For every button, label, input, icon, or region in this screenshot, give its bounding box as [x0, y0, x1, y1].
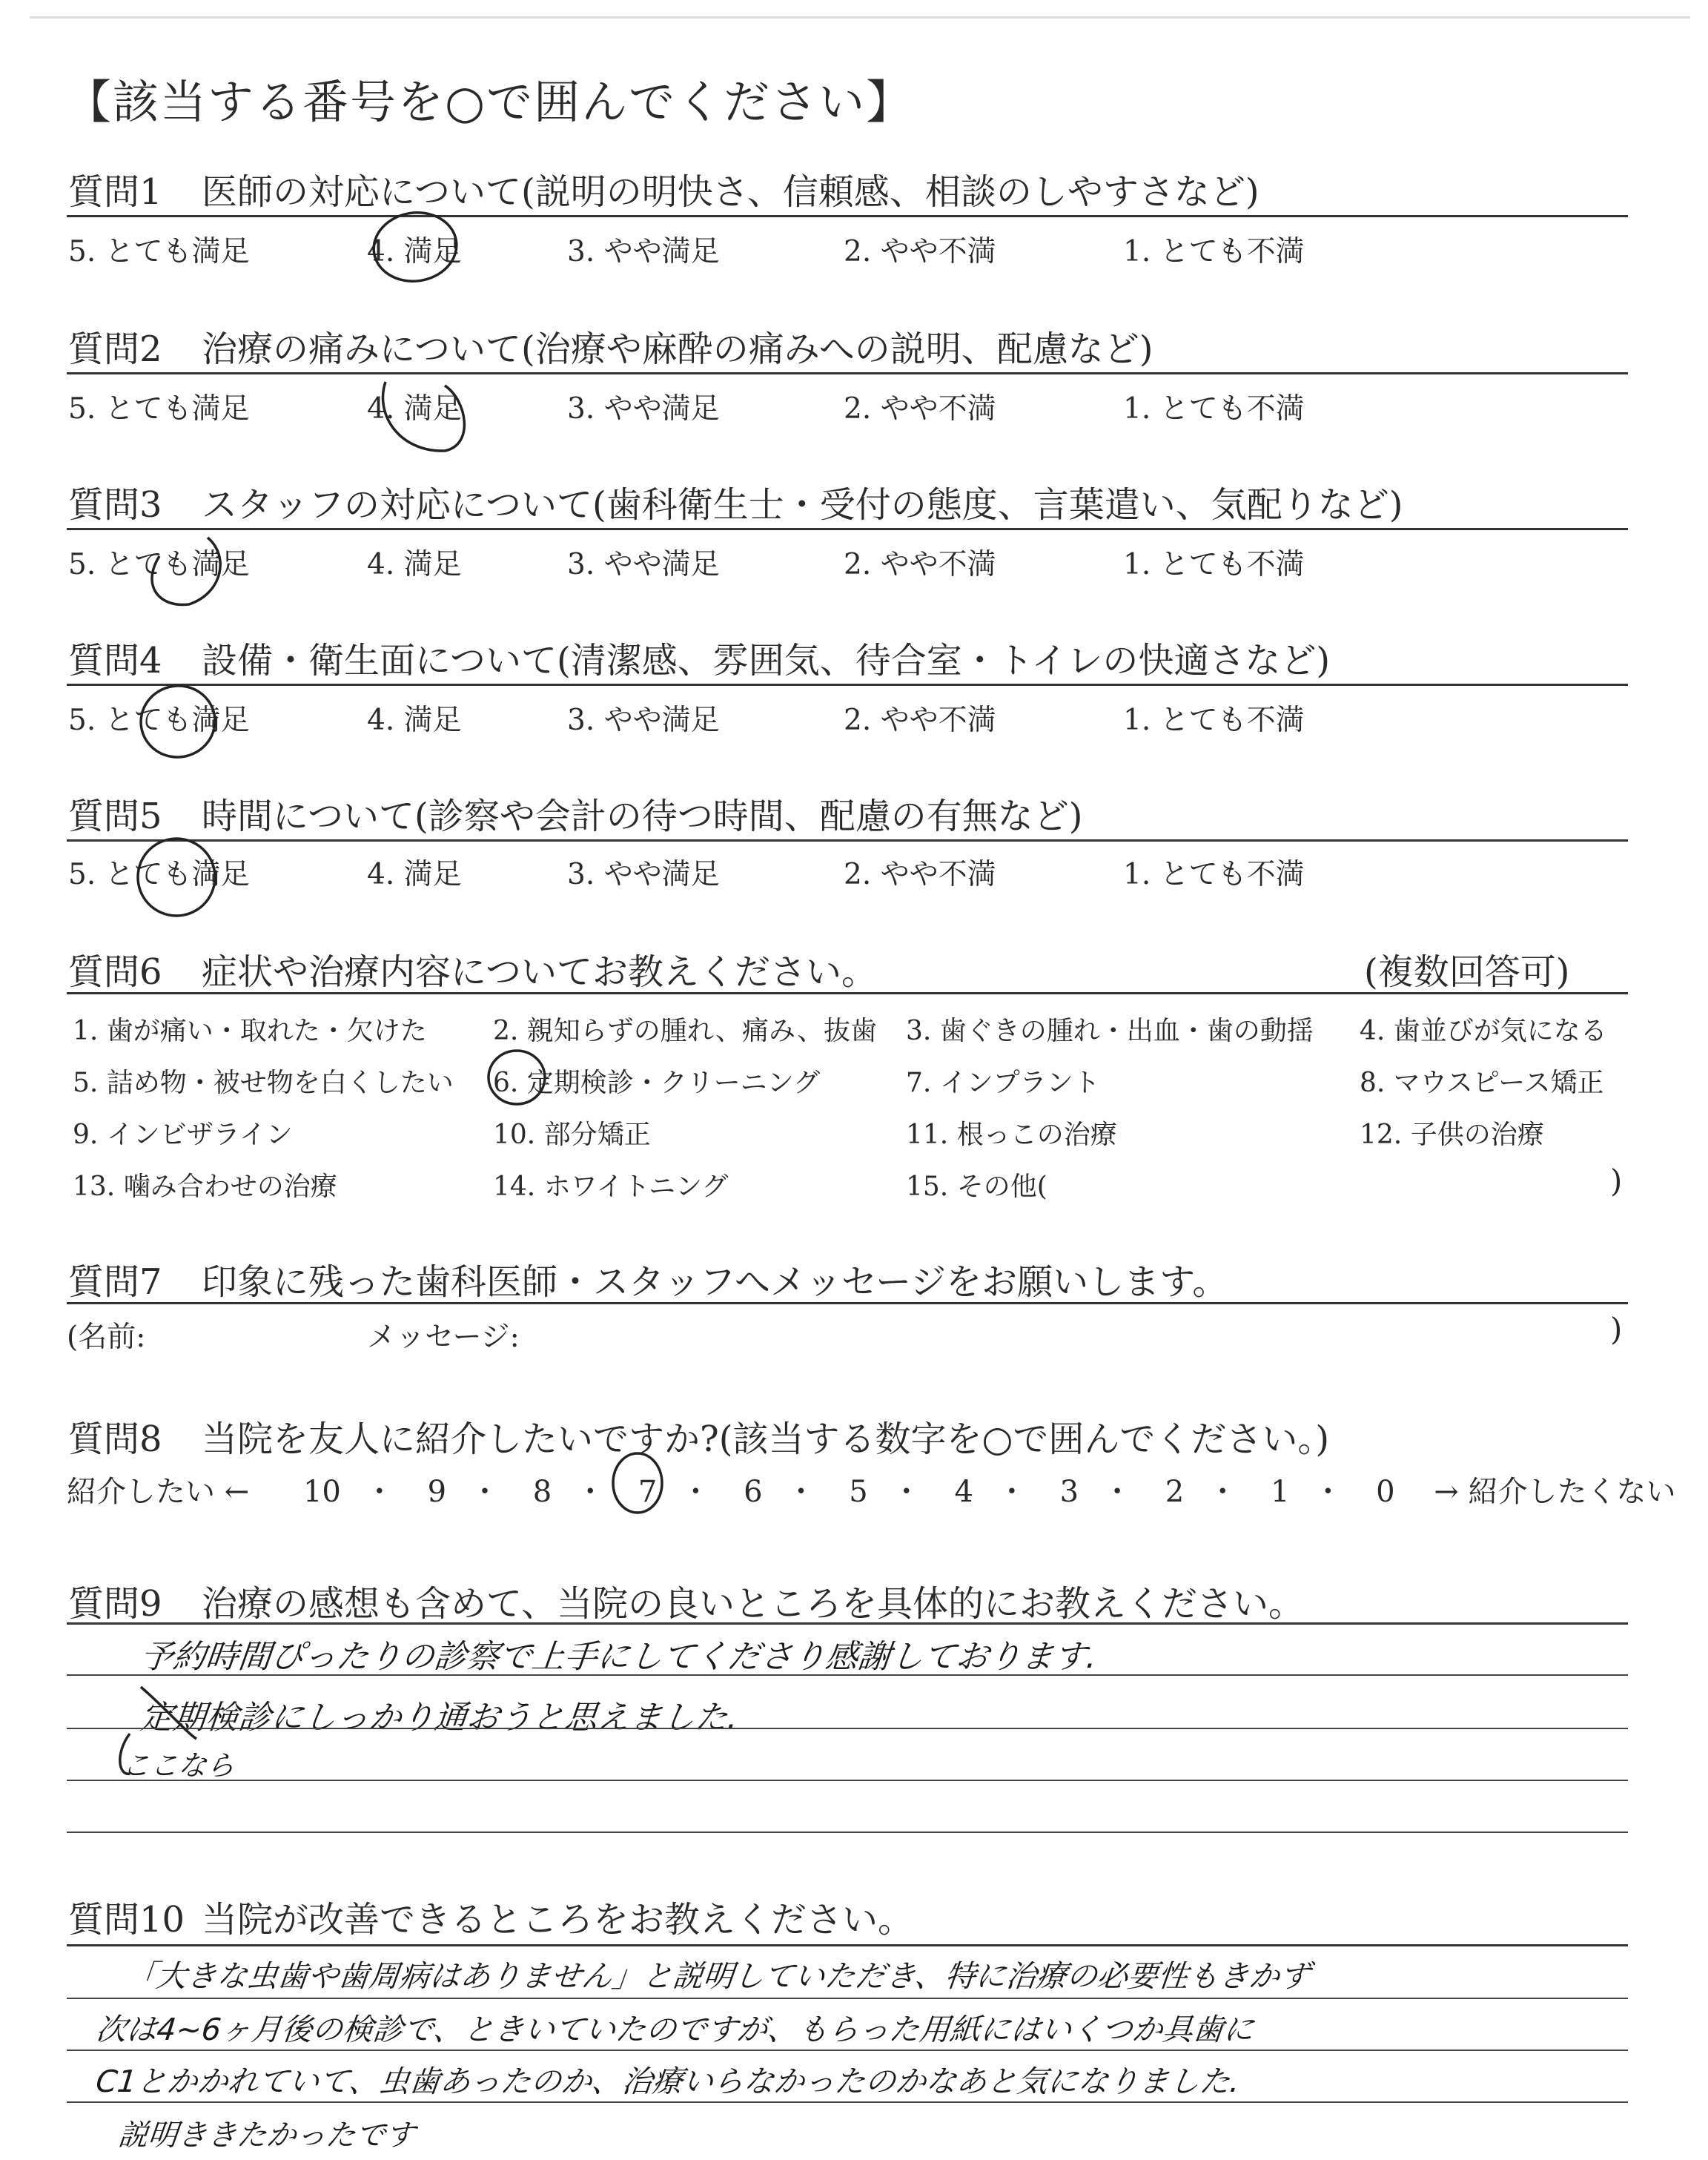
q4-option-4[interactable]: 4. 満足: [367, 704, 462, 737]
question-divider: [67, 839, 1628, 842]
writing-line: [67, 1674, 1628, 1676]
q6-option-6[interactable]: 6. 定期検診・クリーニング: [493, 1068, 821, 1098]
q3-option-5[interactable]: 5. とても満足: [68, 548, 250, 581]
recommend-scale: 紹介したい ← 10 ・ 9 ・ 8 ・ 7 ・ 6 ・ 5 ・ 4 ・ 3 ・ 2 ・ 1 ・ 0 → 紹介したくない: [67, 1468, 1676, 1510]
q5-option-2[interactable]: 2. やや不満: [844, 858, 996, 891]
question-divider: [67, 528, 1628, 530]
scale-value-8[interactable]: 8: [532, 1475, 552, 1509]
q4-option-2[interactable]: 2. やや不満: [844, 704, 996, 737]
question-text: 医師の対応について(説明の明快さ、信頼感、相談のしやすさなど): [202, 171, 1260, 213]
question-divider: [67, 684, 1628, 686]
question-number: 質問10: [68, 1899, 185, 1941]
question-text: 治療の痛みについて(治療や麻酔の痛みへの説明、配慮など): [202, 328, 1153, 370]
question-number: 質問7: [68, 1261, 162, 1303]
question-1-title: [68, 163, 1260, 214]
question-number: 質問8: [68, 1418, 162, 1460]
question-10-title: [68, 1891, 913, 1942]
question-number: 質問6: [68, 951, 162, 993]
q3-option-1[interactable]: 1. とても不満: [1123, 548, 1305, 581]
q6-option-14[interactable]: 14. ホワイトニング: [493, 1172, 729, 1202]
q6-option-15[interactable]: 15. その他(: [906, 1172, 1047, 1202]
question-6-title: [68, 943, 877, 994]
q5-option-3[interactable]: 3. やや満足: [567, 858, 720, 891]
question-2-title: [68, 320, 1153, 371]
multiple-answer-note: (複数回答可): [1364, 951, 1570, 993]
q3-option-3[interactable]: 3. やや満足: [567, 548, 720, 581]
question-divider: [67, 1302, 1628, 1304]
question-7-title: [68, 1253, 1228, 1304]
question-text: 当院が改善できるところをお教えください。: [202, 1899, 914, 1941]
top-border: [30, 16, 1690, 19]
question-number: 質問4: [68, 640, 162, 681]
q4-option-5[interactable]: 5. とても満足: [68, 704, 250, 737]
q7-close-paren: ): [1610, 1311, 1623, 1347]
writing-line: [67, 1780, 1628, 1781]
scale-value-0[interactable]: 0: [1376, 1475, 1395, 1509]
question-number: 質問5: [68, 796, 162, 837]
scale-right-label: → 紹介したくない: [1434, 1475, 1676, 1509]
writing-line: [67, 2101, 1628, 2103]
q6-option-12[interactable]: 12. 子供の治療: [1360, 1120, 1544, 1150]
q5-option-4[interactable]: 4. 満足: [367, 858, 462, 891]
scale-value-10[interactable]: 10: [302, 1475, 341, 1509]
scale-value-1[interactable]: 1: [1270, 1475, 1290, 1509]
q6-option-1[interactable]: 1. 歯が痛い・取れた・欠けた: [73, 1016, 427, 1046]
scale-value-9[interactable]: 9: [427, 1475, 447, 1509]
question-text: 印象に残った歯科医師・スタッフへメッセージをお願いします。: [202, 1261, 1228, 1303]
q3-option-4[interactable]: 4. 満足: [367, 548, 462, 581]
question-5-title: [68, 787, 1083, 839]
q5-option-5[interactable]: 5. とても満足: [68, 858, 250, 891]
question-text: 当院を友人に紹介したいですか?(該当する数字を○で囲んでください。): [202, 1418, 1330, 1460]
question-divider: [67, 215, 1628, 217]
q2-option-1[interactable]: 1. とても不満: [1123, 392, 1305, 426]
question-number: 質問1: [68, 171, 162, 213]
scale-value-2[interactable]: 2: [1165, 1475, 1185, 1509]
q6-option-2[interactable]: 2. 親知らずの腫れ、痛み、抜歯: [493, 1016, 878, 1046]
q2-option-3[interactable]: 3. やや満足: [567, 392, 720, 426]
q1-option-1[interactable]: 1. とても不満: [1123, 235, 1305, 268]
scale-value-4[interactable]: 4: [954, 1475, 973, 1509]
question-text: スタッフの対応について(歯科衛生士・受付の態度、言葉遣い、気配りなど): [202, 484, 1403, 526]
q5-option-1[interactable]: 1. とても不満: [1123, 858, 1305, 891]
q2-option-4[interactable]: 4. 満足: [367, 392, 462, 426]
q6-option-8[interactable]: 8. マウスピース矯正: [1360, 1068, 1604, 1098]
scale-left-label: 紹介したい ←: [67, 1475, 250, 1509]
q9-answer-line-1: 予約時間ぴったりの診察で上手にしてくださり感謝しております.: [138, 1638, 1099, 1676]
q4-option-1[interactable]: 1. とても不満: [1123, 704, 1305, 737]
q1-option-5[interactable]: 5. とても満足: [68, 235, 250, 268]
question-text: 症状や治療内容についてお教えください。: [202, 951, 878, 993]
page-header: 【該当する番号を○で囲んでください】: [65, 75, 914, 129]
q1-option-4[interactable]: 4. 満足: [367, 235, 462, 268]
scale-value-5[interactable]: 5: [849, 1475, 868, 1509]
q6-option-3[interactable]: 3. 歯ぐきの腫れ・出血・歯の動揺: [906, 1016, 1314, 1046]
question-number: 質問9: [68, 1583, 162, 1625]
message-label: メッセージ:: [367, 1321, 520, 1354]
writing-line: [67, 1998, 1628, 1999]
question-text: 設備・衛生面について(清潔感、雰囲気、待合室・トイレの快適さなど): [202, 640, 1331, 681]
question-number: 質問3: [68, 484, 162, 526]
q3-option-2[interactable]: 2. やや不満: [844, 548, 996, 581]
q6-option-10[interactable]: 10. 部分矯正: [493, 1120, 651, 1150]
q10-answer-line-3: C1とかかれていて、虫歯あったのか、治療いらなかったのかなあと気になりました.: [94, 2064, 1242, 2099]
writing-line: [67, 2050, 1628, 2051]
q6-option-7[interactable]: 7. インプラント: [906, 1068, 1100, 1098]
question-number: 質問2: [68, 328, 162, 370]
scale-value-3[interactable]: 3: [1059, 1475, 1079, 1509]
q9-answer-line-2: 定期検診にしっかり通おうと思えました.: [138, 1699, 741, 1737]
q1-option-2[interactable]: 2. やや不満: [844, 235, 996, 268]
question-divider: [67, 992, 1628, 994]
question-4-title: [68, 632, 1330, 683]
staff-name-label: (名前:: [67, 1321, 146, 1354]
question-3-title: [68, 476, 1403, 527]
question-divider: [67, 372, 1628, 374]
q1-option-3[interactable]: 3. やや満足: [567, 235, 720, 268]
scale-value-6[interactable]: 6: [744, 1475, 763, 1509]
scale-value-7[interactable]: 7: [638, 1475, 658, 1509]
q2-option-2[interactable]: 2. やや不満: [844, 392, 996, 426]
q2-option-5[interactable]: 5. とても満足: [68, 392, 250, 426]
q10-answer-line-4: 説明ききたかったです: [116, 2118, 417, 2153]
question-9-title: [68, 1575, 1304, 1626]
q6-option-11[interactable]: 11. 根っこの治療: [906, 1120, 1117, 1150]
q6-option-13[interactable]: 13. 噛み合わせの治療: [73, 1172, 337, 1202]
q6-option-4[interactable]: 4. 歯並びが気になる: [1360, 1016, 1607, 1046]
question-divider: [67, 1622, 1628, 1625]
question-divider: [67, 1944, 1628, 1946]
q10-answer-line-1: 「大きな虫歯や歯周病はありません」と説明していただき、特に治療の必要性もきかず: [124, 1958, 1312, 1994]
question-text: 治療の感想も含めて、当院の良いところを具体的にお教えください。: [202, 1583, 1305, 1625]
q9-answer-line-3: ここなら: [120, 1749, 236, 1782]
q4-option-3[interactable]: 3. やや満足: [567, 704, 720, 737]
q6-other-close-paren: ): [1610, 1163, 1623, 1199]
writing-line: [67, 1728, 1628, 1729]
question-text: 時間について(診察や会計の待つ時間、配慮の有無など): [202, 796, 1083, 837]
q10-answer-line-2: 次は4~6ヶ月後の検診で、ときいていたのですが、もらった用紙にはいくつか具歯に: [94, 2012, 1256, 2047]
question-8-title: [68, 1410, 1329, 1462]
q6-option-9[interactable]: 9. インビザライン: [73, 1120, 293, 1150]
writing-line: [67, 1832, 1628, 1833]
q6-option-5[interactable]: 5. 詰め物・被せ物を白くしたい: [73, 1068, 454, 1098]
